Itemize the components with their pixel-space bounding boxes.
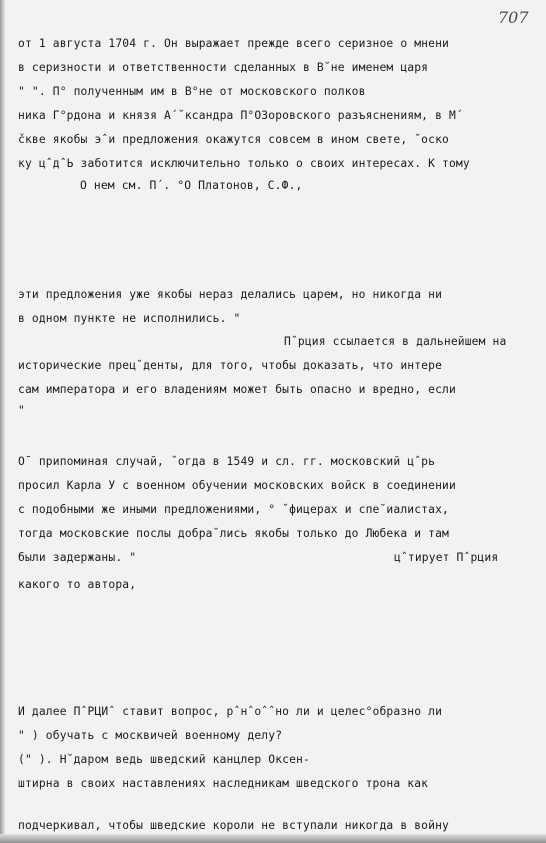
- text-line-19: какого то автора,: [18, 578, 137, 591]
- footnote-line: О нем см. П´. °О Платонов, С.Ф.,: [80, 179, 303, 192]
- text-line-6: ку цˆдˆЬ заботится исключительно только о своих интересах. К тому: [18, 157, 470, 170]
- text-line-15: с подобными же иными предложениями, ° ˘фицерах и спе˘иалистах,: [18, 503, 449, 516]
- page-left-edge-shadow: [0, 0, 5, 843]
- text-line-23: штирна в своих наставлениях наследникам шведского трона как: [18, 777, 429, 790]
- text-line-9: П˘рция ссылается в дальнейшем на: [284, 335, 507, 348]
- text-line-24: подчеркивал, чтобы шведские короли не вступали никогда в войну: [18, 819, 449, 832]
- page-number: 707: [498, 8, 529, 27]
- text-line-10: исторические прец˘денты, для того, чтобы доказать, что интере: [18, 359, 443, 372]
- text-line-3: " ". П° полученным им в В°не от московского полков: [18, 85, 366, 98]
- text-line-12: ": [18, 404, 25, 417]
- text-line-13: Оˉ припоминая случай, ˘огда в 1549 и сл. гг. московский цˆрь: [18, 455, 436, 468]
- text-line-14: просил Карла У с военном обучении московских войск в соединении: [18, 479, 456, 492]
- text-line-2: в серизности и ответственности сделанных в В˘не именем царя: [18, 61, 429, 74]
- text-line-22: (" ). Н˘даром ведь шведский канцлер Оксен-: [18, 753, 310, 766]
- text-line-11: сам императора и его владениям может быть опасно и вредно, если: [18, 383, 456, 396]
- text-line-20: И далее ПˆРЦИˆ ставит вопрос, рˆнˆоˆˆно ли и целес°образно ли: [18, 705, 443, 718]
- page-bottom-edge-shadow: [0, 834, 546, 843]
- text-line-7: эти предложения уже якобы нераз делались царем, но никогда ни: [18, 288, 443, 301]
- text-line-4: ника Г°рдона и князя А´˘ксандра П°ОЗоровского разъяснениям, в М´: [18, 109, 463, 122]
- text-line-1: от 1 августа 1704 г. Он выражает прежде всего серизное о мнени: [18, 37, 449, 50]
- text-line-16: тогда московские послы добра˘лись якобы только до Любека и там: [18, 527, 449, 540]
- text-line-21: " ) обучать с москвичей военному делу?: [18, 729, 283, 742]
- text-line-17: были задержаны. ": [18, 551, 137, 564]
- text-line-8: в одном пункте не исполнились. ": [18, 312, 241, 325]
- text-line-5: čкве якобы эˆи предложения окажутся совсем в ином свете, ˘оско: [18, 133, 449, 146]
- text-line-18: цˆтирует Пˆрция: [394, 551, 499, 564]
